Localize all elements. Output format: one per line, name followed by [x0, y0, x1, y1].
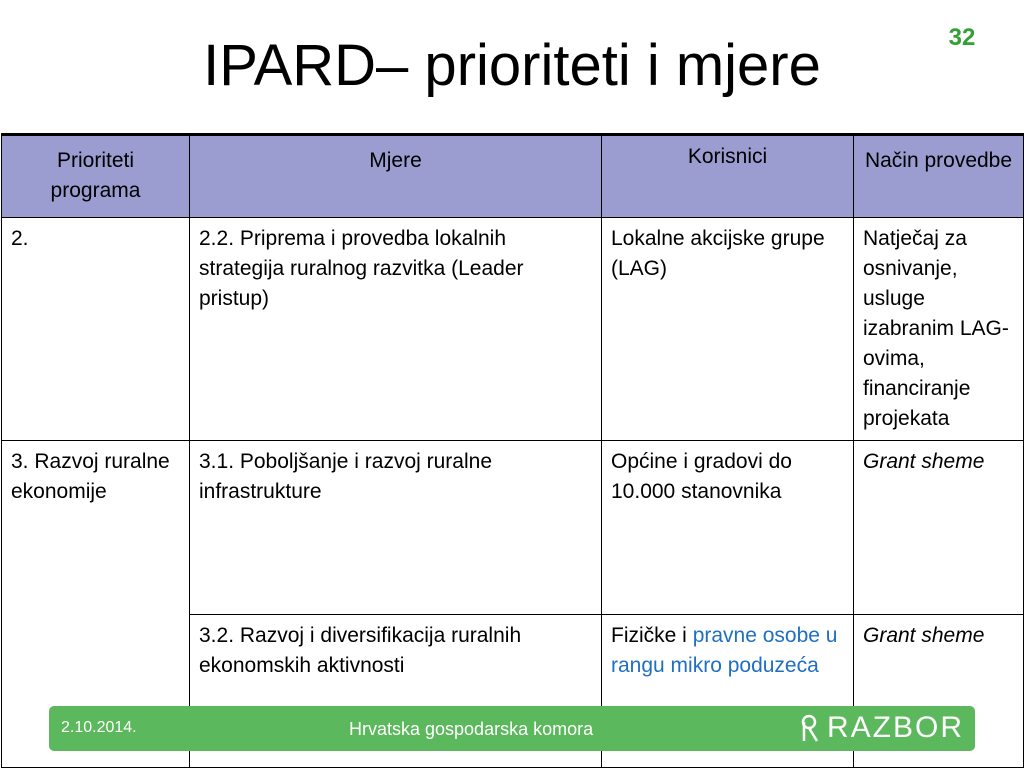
table-row: [2, 218, 1024, 441]
footer-bar: [49, 706, 975, 751]
razbor-logo-icon: [801, 714, 819, 742]
table-header-row: [2, 135, 1024, 218]
header-prioriteti: Prioriteti programa: [2, 135, 190, 218]
header-korisnici: Korisnici: [602, 135, 854, 218]
korisnici-plain-text: Fizičke i: [611, 624, 693, 647]
header-nacin-provedbe: Način provedbe: [854, 135, 1024, 218]
razbor-logo-text: RAZBOR: [827, 711, 965, 744]
cell-korisnici: Lokalne akcijske grupe (LAG): [602, 218, 854, 441]
slide-number: 32: [948, 24, 976, 51]
slide-title: IPARD– prioriteti i mjere: [203, 33, 821, 98]
cell-prioritet: 2.: [2, 218, 190, 441]
cell-nacin: Natječaj za osnivanje, usluge izabranim LAG-ovima, financiranje projekata: [854, 218, 1024, 441]
razbor-logo: [801, 712, 964, 744]
footer-organization: Hrvatska gospodarska komora: [349, 719, 594, 739]
cell-mjera: 3.1. Poboljšanje i razvoj ruralne infrastrukture: [190, 441, 602, 615]
footer-date: 2.10.2014.: [61, 719, 137, 736]
cell-mjera: 3.2. Razvoj i diversifikacija ruralnih ekonomskih aktivnosti: [190, 615, 602, 768]
cell-nacin: Grant sheme: [854, 615, 1024, 768]
cell-mjera: 2.2. Priprema i provedba lokalnih strategija ruralnog razvitka (Leader pristup): [190, 218, 602, 441]
priorities-table: [1, 133, 1024, 768]
header-mjere: Mjere: [190, 135, 602, 218]
cell-nacin: Grant sheme: [854, 441, 1024, 615]
korisnici-highlight-text: pravne osobe u rangu mikro poduzeća: [611, 624, 838, 677]
table-row: [2, 441, 1024, 615]
cell-prioritet: 3. Razvoj ruralne ekonomije: [2, 441, 190, 768]
cell-korisnici: Općine i gradovi do 10.000 stanovnika: [602, 441, 854, 615]
